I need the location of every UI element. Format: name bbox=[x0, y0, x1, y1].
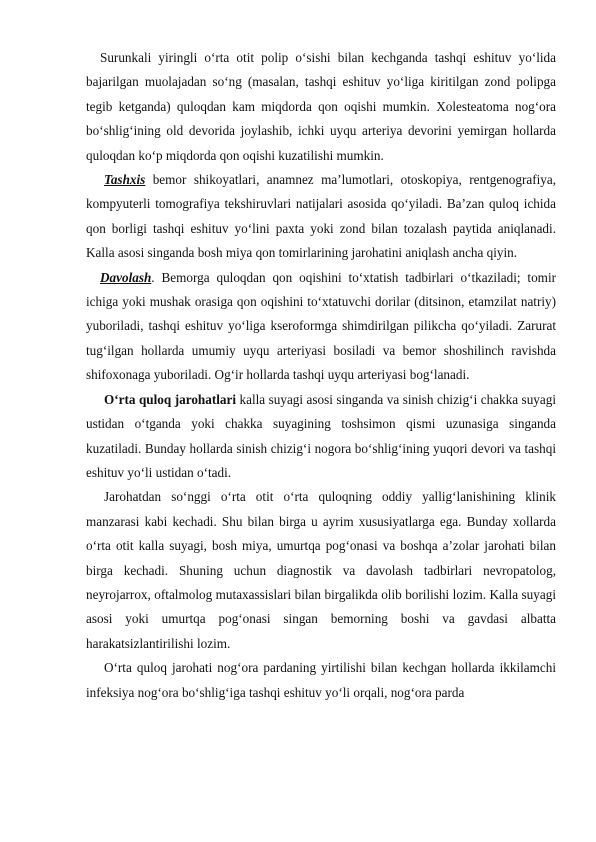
document-page bbox=[86, 46, 556, 705]
paragraph-middle-ear-injuries bbox=[86, 388, 556, 486]
treatment-heading: Davolash bbox=[100, 269, 152, 285]
paragraph-text: Jarohatdan so‘nggi o‘rta otit o‘rta quloqning oddiy yallig‘lanishining klinik manzarasi kabi kechadi. Shu bilan birga u ayrim xususiyatlarga ega. Bunday xollarda o‘rta otit kalla suyagi, bosh miya, umurtqa pog‘onasi va boshqa a’zolar jarohati bilan birga kechadi. Shuning uchun diagnostik va davolash tadbirlari nevropatolog, neyrojarrox, oftalmolog mutaxassislari bilan birgalikda olib borilishi lozim. Kalla suyagi asosi yoki umurtqa pog‘onasi singan bemorning boshi va gavdasi albatta harakatsizlantirilishi lozim. bbox=[86, 489, 556, 651]
paragraph-text: O‘rta quloq jarohati nog‘ora pardaning yirtilishi bilan kechgan hollarda ikkilamchi infeksiya nog‘ora bo‘shlig‘iga tashqi eshituv yo‘li orqali, nog‘ora parda bbox=[86, 660, 556, 700]
paragraph-text: kalla suyagi asosi singanda va sinish chizig‘i chakka suyagi ustidan o‘tganda yoki chakka suyagining toshsimon qismi uzunasiga singanda kuzatiladi. Bunday hollarda sinish chizig‘i nogora bo‘shlig‘ining yuqori devori va tashqi eshituv yo‘li ustidan o‘tadi. bbox=[86, 391, 556, 480]
paragraph-text: Surunkali yiringli o‘rta otit polip o‘sishi bilan kechganda tashqi eshituv yo‘lida bajarilgan muolajadan so‘ng (masalan, tashqi eshituv yo‘liga kiritilgan zond polipga tegib ketganda) quloqdan kam miqdorda qon oqishi mumkin. Xolesteatoma nog‘ora bo‘shlig‘ining old devorida joylashib, ichki uyqu arteriya devorini yemirgan hollarda quloqdan ko‘p miqdorda qon oqishi kuzatilishi mumkin. bbox=[86, 50, 556, 163]
paragraph-text: bemor shikoyatlari, anamnez ma’lumotlari, otoskopiya, rentgenografiya, kompyuterli tomografiya tekshiruvlari natijalari asosida qo‘yiladi. Ba’zan quloq ichida qon borligi tashqi eshituv yo‘lini paxta yoki zond bilan tozalash paytida aniqlanadi. Kalla asosi singanda bosh miya qon tomirlarining jarohatini aniqlash ancha qiyin. bbox=[86, 172, 556, 261]
paragraph-treatment bbox=[86, 266, 556, 388]
paragraph-post-traumatic-otitis bbox=[86, 485, 556, 656]
paragraph-chronic-otitis-bleeding bbox=[86, 46, 556, 168]
middle-ear-injuries-heading: O‘rta quloq jarohatlari bbox=[104, 391, 237, 407]
paragraph-secondary-infection bbox=[86, 656, 556, 705]
diagnosis-heading: Tashxis bbox=[104, 172, 146, 188]
paragraph-diagnosis bbox=[86, 168, 556, 266]
paragraph-text: . Bemorga quloqdan qon oqishini to‘xtatish tadbirlari o‘tkaziladi; tomir ichiga yoki mushak orasiga qon oqishini to‘xtatuvchi dorilar (ditsinon, etamzilat natriy) yuboriladi, tashqi eshituv yo‘liga kseroformga shimdirilgan pilikcha qo‘yiladi. Zarurat tug‘ilgan hollarda umumiy uyqu arteriyasi bosiladi va bemor shoshilinch ravishda shifoxonaga yuboriladi. Og‘ir hollarda tashqi uyqu arteriyasi bog‘lanadi. bbox=[86, 269, 556, 383]
